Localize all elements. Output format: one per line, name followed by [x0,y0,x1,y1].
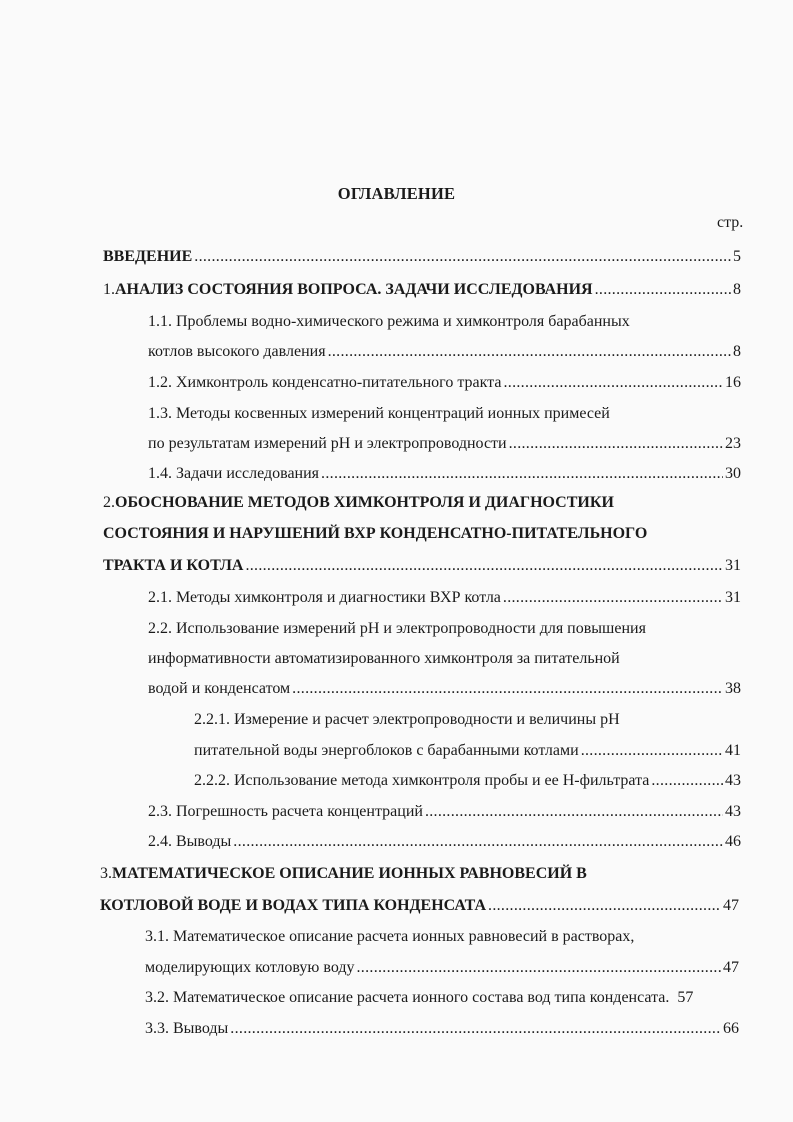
toc-entry-title: МАТЕМАТИЧЕСКОЕ ОПИСАНИЕ ИОННЫХ РАВНОВЕСИЙ В [112,865,587,882]
toc-entry-3-1-line-1[interactable] [145,925,634,949]
dot-leader [230,1017,721,1041]
toc-page-number: 47 [723,959,739,976]
toc-entry-introduction[interactable] [103,245,741,269]
toc-page-number: 31 [725,557,741,574]
toc-entry-2-2[interactable] [148,677,741,701]
toc-entry-title: ОБОСНОВАНИЕ МЕТОДОВ ХИМКОНТРОЛЯ И ДИАГНОСТИКИ [115,494,614,511]
dot-leader [292,677,723,701]
dot-leader [194,245,731,269]
dot-leader [581,739,723,763]
toc-page-number: 38 [725,680,741,697]
toc-entry-title: 3.3. Выводы [145,1020,229,1037]
toc-entry-2-4[interactable] [148,830,741,854]
toc-entry-2-2-line-1[interactable] [148,617,646,641]
dot-leader [357,956,722,980]
toc-entry-1-2[interactable] [148,371,741,395]
toc-entry-chapter-3-line-1[interactable] [100,862,587,886]
page-title: ОГЛАВЛЕНИЕ [337,184,456,203]
toc-chapter-number: 1. [103,281,115,298]
toc-entry-title: ТРАКТА И КОТЛА [103,557,244,574]
dot-leader [328,340,731,364]
toc-entry-3-3[interactable] [145,1017,739,1041]
toc-entry-title: 2.3. Погрешность расчета концентраций [148,803,423,820]
toc-entry-title: по результатам измерений рН и электропроводности [148,435,507,452]
toc-entry-chapter-1[interactable] [103,278,741,302]
toc-page-number: 23 [725,435,741,452]
dot-leader [595,278,731,302]
toc-page-number: 46 [725,833,741,850]
toc-entry-2-1[interactable] [148,586,741,610]
dot-leader [509,432,723,456]
toc-entry-3-1[interactable] [145,956,739,980]
dot-leader [233,830,723,854]
dot-leader [503,586,723,610]
toc-entry-title: 1.1. Проблемы водно-химического режима и химконтроля барабанных [148,313,630,330]
toc-page-number: 57 [677,989,694,1006]
toc-entry-chapter-2-line-2[interactable] [103,522,647,546]
toc-entry-title: моделирующих котловую воду [145,959,355,976]
toc-page-number: 47 [723,897,739,914]
dot-leader [245,554,723,578]
toc-page-number: 66 [723,1020,739,1037]
toc-entry-title: 2.2.2. Использование метода химконтроля пробы и ее Н-фильтрата [194,772,650,789]
toc-page-number: 5 [733,248,741,265]
toc-entry-title: 2.2. Использование измерений рН и электропроводности для повышения [148,620,646,637]
toc-page-number: 31 [725,589,741,606]
toc-entry-chapter-2-line-1[interactable] [103,491,614,515]
toc-entry-1-1[interactable] [148,340,741,364]
toc-entry-2-2-1[interactable] [194,739,741,763]
toc-entry-1-1-line-1[interactable] [148,310,630,334]
toc-page-number: 16 [725,374,741,391]
toc-entry-1-3-line-1[interactable] [148,402,610,426]
toc-entry-title: 1.2. Химконтроль конденсатно-питательного тракта [148,374,502,391]
toc-page-number: 43 [725,772,741,789]
toc-page-number: 8 [733,281,741,298]
toc-entry-1-4[interactable] [148,462,741,486]
toc-entry-title: водой и конденсатом [148,680,291,697]
toc-entry-title: СОСТОЯНИЯ И НАРУШЕНИЙ ВХР КОНДЕНСАТНО-ПИТАТЕЛЬНОГО [103,525,648,542]
toc-page-number: 41 [725,742,741,759]
toc-page-number: 43 [725,803,741,820]
toc-chapter-number: 3. [100,865,112,882]
toc-entry-2-3[interactable] [148,800,741,824]
toc-entry-title: 1.4. Задачи исследования [148,465,320,482]
toc-entry-title: ВВЕДЕНИЕ [103,248,193,265]
dot-leader [425,800,723,824]
dot-leader [488,894,721,918]
toc-entry-3-2[interactable] [145,986,739,1010]
toc-entry-2-2-1-line-1[interactable] [194,708,620,732]
toc-entry-title: 3.1. Математическое описание расчета ионных равновесий в растворах, [145,928,635,945]
toc-entry-title: КОТЛОВОЙ ВОДЕ И ВОДАХ ТИПА КОНДЕНСАТА [100,897,487,914]
toc-entry-title: 2.2.1. Измерение и расчет электропроводности и величины рН [194,711,620,728]
toc-entry-title: питательной воды энергоблоков с барабанными котлами [194,742,579,759]
toc-entry-1-3[interactable] [148,432,741,456]
toc-entry-title: 1.3. Методы косвенных измерений концентраций ионных примесей [148,405,610,422]
toc-entry-chapter-2[interactable] [103,554,741,578]
toc-entry-title: 2.1. Методы химконтроля и диагностики ВХР котла [148,589,501,606]
toc-entry-2-2-line-2[interactable] [148,647,620,671]
dot-leader [651,769,723,793]
toc-entry-title: АНАЛИЗ СОСТОЯНИЯ ВОПРОСА. ЗАДАЧИ ИССЛЕДОВАНИЯ [115,281,593,298]
toc-entry-title: котлов высокого давления [148,343,326,360]
toc-entry-title: информативности автоматизированного химконтроля за питательной [148,650,620,667]
page-column-header: стр. [717,214,744,231]
toc-page-number: 30 [725,465,741,482]
toc-entry-chapter-3[interactable] [100,894,739,918]
dot-leader [503,371,723,395]
toc-page-number: 8 [733,343,741,360]
toc-entry-title: 2.4. Выводы [148,833,232,850]
toc-entry-title: 3.2. Математическое описание расчета ионного состава вод типа конденсата. [145,989,670,1006]
toc-entry-2-2-2[interactable] [194,769,741,793]
dot-leader [321,462,723,486]
toc-chapter-number: 2. [103,494,115,511]
